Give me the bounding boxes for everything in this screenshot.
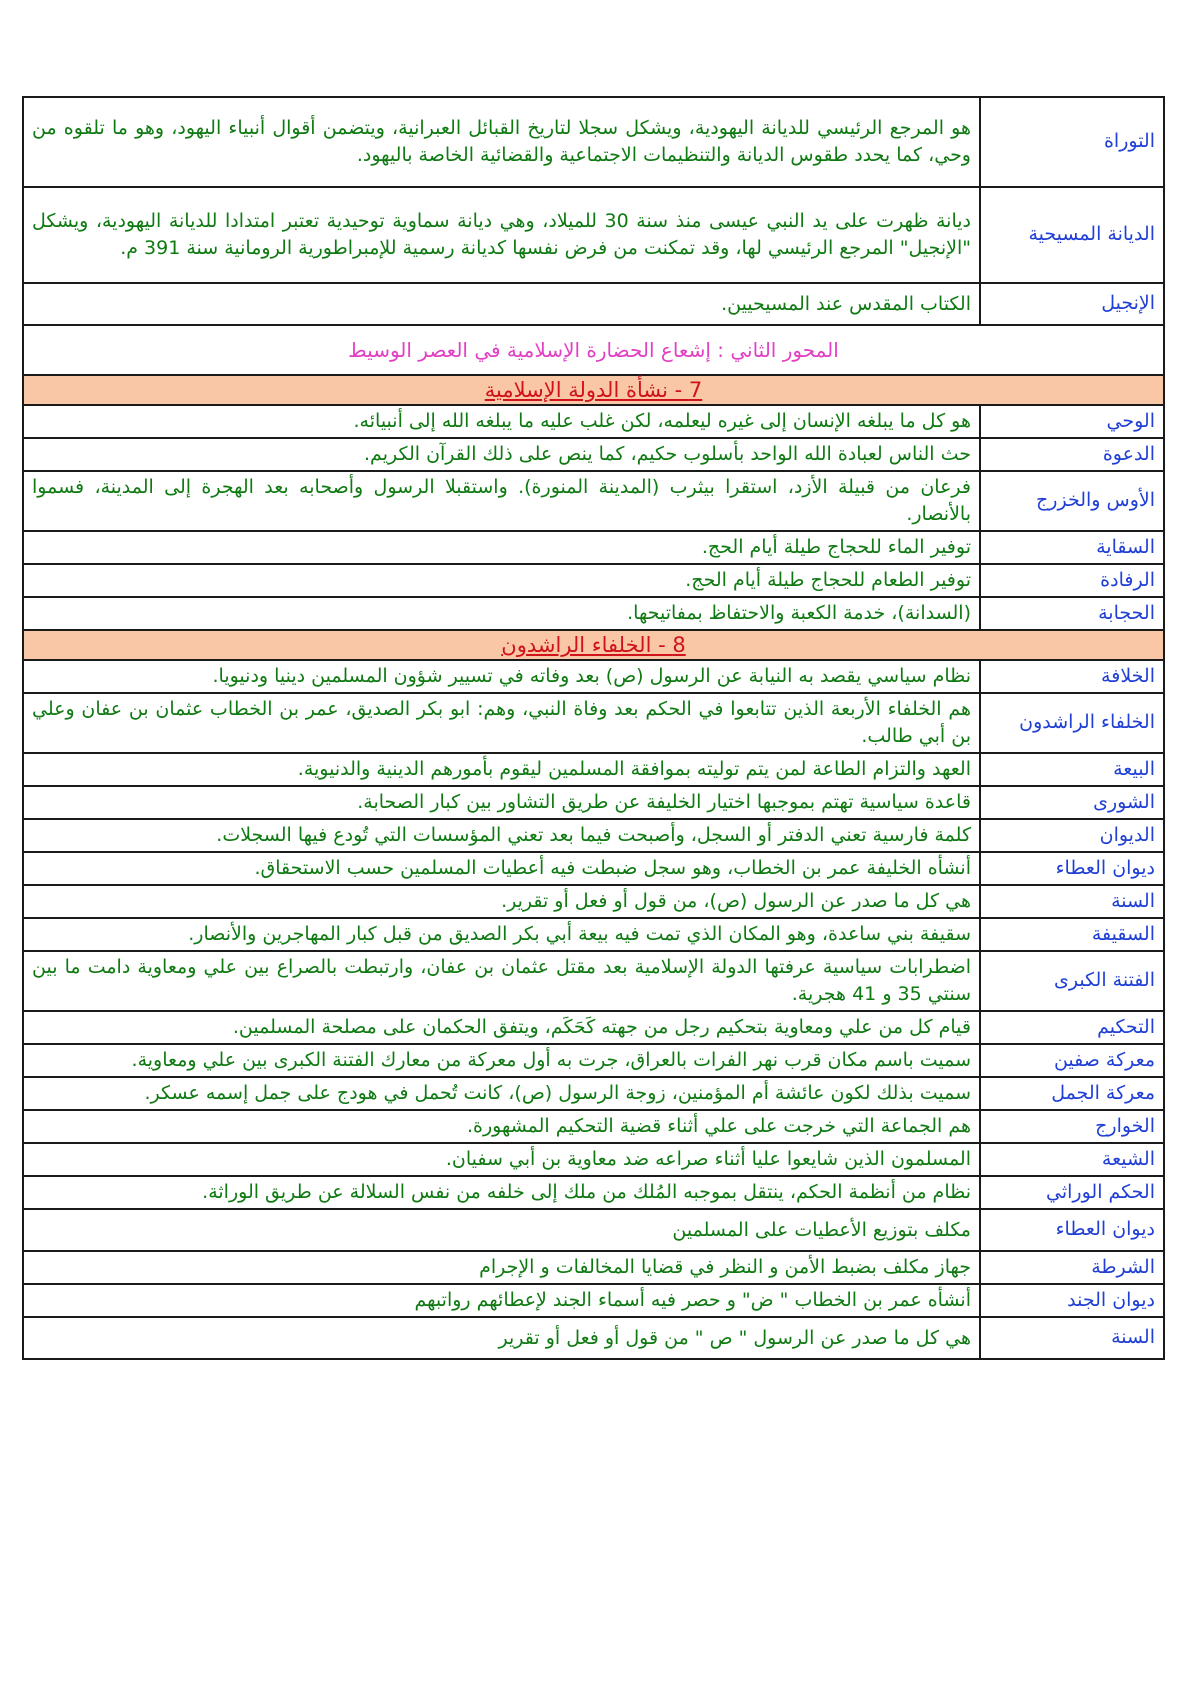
- table-row: [23, 819, 1164, 852]
- term-cell: الوحي: [980, 405, 1164, 438]
- table-row: [23, 1251, 1164, 1284]
- table-row: [23, 1011, 1164, 1044]
- term-cell: الديانة المسيحية: [980, 187, 1164, 283]
- term-cell: معركة صفين: [980, 1044, 1164, 1077]
- definition-cell: حث الناس لعبادة الله الواحد بأسلوب حكيم، كما ينص على ذلك القرآن الكريم.: [23, 438, 980, 471]
- table-row: [23, 1176, 1164, 1209]
- definition-cell: سقيفة بني ساعدة، وهو المكان الذي تمت فيه بيعة أبي بكر الصديق من قبل كبار المهاجرين والأنصار.: [23, 918, 980, 951]
- definition-cell: نظام سياسي يقصد به النيابة عن الرسول (ص) بعد وفاته في تسيير شؤون المسلمين دينيا ودنيويا.: [23, 660, 980, 693]
- table-row: [23, 951, 1164, 1011]
- term-cell: الفتنة الكبرى: [980, 951, 1164, 1011]
- glossary-sheet: [22, 96, 1165, 1360]
- definition-cell: المسلمون الذين شايعوا عليا أثناء صراعه ضد معاوية بن أبي سفيان.: [23, 1143, 980, 1176]
- table-row: [23, 283, 1164, 325]
- section-header-row: [23, 630, 1164, 660]
- section-header-row: [23, 375, 1164, 405]
- table-row: [23, 187, 1164, 283]
- table-row: [23, 1044, 1164, 1077]
- term-cell: الديوان: [980, 819, 1164, 852]
- term-cell: الشيعة: [980, 1143, 1164, 1176]
- term-cell: الحجابة: [980, 597, 1164, 630]
- definition-cell: هي كل ما صدر عن الرسول (ص)، من قول أو فعل أو تقرير.: [23, 885, 980, 918]
- definition-cell: كلمة فارسية تعني الدفتر أو السجل، وأصبحت فيما بعد تعني المؤسسات التي تُودع فيها السجلات.: [23, 819, 980, 852]
- definition-cell: هو المرجع الرئيسي للديانة اليهودية، ويشكل سجلا لتاريخ القبائل العبرانية، ويتضمن أقوال أنبياء اليهود، وهو ما تلقوه من وحي، كما يحدد طقوس الديانة والتنظيمات الاجتماعية والقضائية الخاصة باليهود.: [23, 97, 980, 187]
- definition-cell: الكتاب المقدس عند المسيحيين.: [23, 283, 980, 325]
- section-7-title-text: 7 - نشأة الدولة الإسلامية: [484, 378, 703, 402]
- term-cell: السنة: [980, 1317, 1164, 1359]
- term-cell: الدعوة: [980, 438, 1164, 471]
- table-row: [23, 405, 1164, 438]
- table-row: [23, 471, 1164, 531]
- term-cell: الإنجيل: [980, 283, 1164, 325]
- term-cell: ديوان الجند: [980, 1284, 1164, 1317]
- section-7-title: [23, 375, 1164, 405]
- term-cell: البيعة: [980, 753, 1164, 786]
- table-row: [23, 1209, 1164, 1251]
- term-cell: الخوارج: [980, 1110, 1164, 1143]
- term-cell: الشورى: [980, 786, 1164, 819]
- definition-cell: أنشأه الخليفة عمر بن الخطاب، وهو سجل ضبطت فيه أعطيات المسلمين حسب الاستحقاق.: [23, 852, 980, 885]
- table-row: [23, 885, 1164, 918]
- definition-cell: مكلف بتوزيع الأعطيات على المسلمين: [23, 1209, 980, 1251]
- definition-cell: ديانة ظهرت على يد النبي عيسى منذ سنة 30 للميلاد، وهي ديانة سماوية توحيدية تعتبر امتدادا للديانة اليهودية، ويشكل "الإنجيل" المرجع الرئيسي لها، وقد تمكنت من فرض نفسها كديانة رسمية للإمبراطورية الرومانية سنة 391 م.: [23, 187, 980, 283]
- definition-cell: قاعدة سياسية تهتم بموجبها اختيار الخليفة عن طريق التشاور بين كبار الصحابة.: [23, 786, 980, 819]
- table-row: [23, 786, 1164, 819]
- section-8-title: [23, 630, 1164, 660]
- definition-cell: سميت بذلك لكون عائشة أم المؤمنين، زوجة الرسول (ص)، كانت تُحمل في هودج على جمل إسمه عسكر.: [23, 1077, 980, 1110]
- table-row: [23, 753, 1164, 786]
- term-cell: التحكيم: [980, 1011, 1164, 1044]
- term-cell: الخلفاء الراشدون: [980, 693, 1164, 753]
- table-row: [23, 1110, 1164, 1143]
- definition-cell: هم الجماعة التي خرجت على علي أثناء قضية التحكيم المشهورة.: [23, 1110, 980, 1143]
- table-row: [23, 564, 1164, 597]
- definition-cell: فرعان من قبيلة الأزد، استقرا بيثرب (المدينة المنورة). واستقبلا الرسول وأصحابه بعد الهجرة إلى المدينة، فسموا بالأنصار.: [23, 471, 980, 531]
- table-row: [23, 1077, 1164, 1110]
- term-cell: الشرطة: [980, 1251, 1164, 1284]
- table-row: [23, 660, 1164, 693]
- table-row: [23, 852, 1164, 885]
- term-cell: السنة: [980, 885, 1164, 918]
- term-cell: الأوس والخزرج: [980, 471, 1164, 531]
- table-row: [23, 1317, 1164, 1359]
- definition-cell: (السدانة)، خدمة الكعبة والاحتفاظ بمفاتيحها.: [23, 597, 980, 630]
- term-cell: الرفادة: [980, 564, 1164, 597]
- table-row: [23, 918, 1164, 951]
- definition-cell: سميت باسم مكان قرب نهر الفرات بالعراق، جرت به أول معركة من معارك الفتنة الكبرى بين علي ومعاوية.: [23, 1044, 980, 1077]
- term-cell: ديوان العطاء: [980, 852, 1164, 885]
- definition-cell: هي كل ما صدر عن الرسول " ص " من قول أو فعل أو تقرير: [23, 1317, 980, 1359]
- definition-cell: توفير الطعام للحجاج طيلة أيام الحج.: [23, 564, 980, 597]
- definition-cell: قيام كل من علي ومعاوية بتحكيم رجل من جهته كَحَكَم، ويتفق الحكمان على مصلحة المسلمين.: [23, 1011, 980, 1044]
- term-cell: معركة الجمل: [980, 1077, 1164, 1110]
- table-row: [23, 597, 1164, 630]
- definition-cell: العهد والتزام الطاعة لمن يتم توليته بموافقة المسلمين ليقوم بأمورهم الدينية والدنيوية.: [23, 753, 980, 786]
- table-row: [23, 531, 1164, 564]
- term-cell: التوراة: [980, 97, 1164, 187]
- term-cell: الحكم الوراثي: [980, 1176, 1164, 1209]
- term-cell: السقاية: [980, 531, 1164, 564]
- term-cell: السقيفة: [980, 918, 1164, 951]
- table-row: [23, 1143, 1164, 1176]
- definition-cell: هو كل ما يبلغه الإنسان إلى غيره ليعلمه، لكن غلب عليه ما يبلغه الله إلى أنبيائه.: [23, 405, 980, 438]
- definition-cell: جهاز مكلف بضبط الأمن و النظر في قضايا المخالفات و الإجرام: [23, 1251, 980, 1284]
- axis-row: [23, 325, 1164, 375]
- definition-cell: اضطرابات سياسية عرفتها الدولة الإسلامية بعد مقتل عثمان بن عفان، وارتبطت بالصراع بين علي ومعاوية دامت ما بين سنتي 35 و 41 هجرية.: [23, 951, 980, 1011]
- table-row: [23, 438, 1164, 471]
- glossary-table: [22, 96, 1165, 1360]
- table-row: [23, 1284, 1164, 1317]
- definition-cell: أنشأه عمر بن الخطاب " ض" و حصر فيه أسماء الجند لإعطائهم رواتبهم: [23, 1284, 980, 1317]
- definition-cell: نظام من أنظمة الحكم، ينتقل بموجبه المُلك من ملك إلى خلفه من نفس السلالة عن طريق الوراثة.: [23, 1176, 980, 1209]
- definition-cell: توفير الماء للحجاج طيلة أيام الحج.: [23, 531, 980, 564]
- section-8-title-text: 8 - الخلفاء الراشدون: [501, 633, 686, 657]
- term-cell: الخلافة: [980, 660, 1164, 693]
- table-row: [23, 693, 1164, 753]
- term-cell: ديوان العطاء: [980, 1209, 1164, 1251]
- table-row: [23, 97, 1164, 187]
- axis-title: المحور الثاني : إشعاع الحضارة الإسلامية في العصر الوسيط: [23, 325, 1164, 375]
- definition-cell: هم الخلفاء الأربعة الذين تتابعوا في الحكم بعد وفاة النبي، وهم: ابو بكر الصديق، عمر بن الخطاب عثمان بن عفان وعلي بن أبي طالب.: [23, 693, 980, 753]
